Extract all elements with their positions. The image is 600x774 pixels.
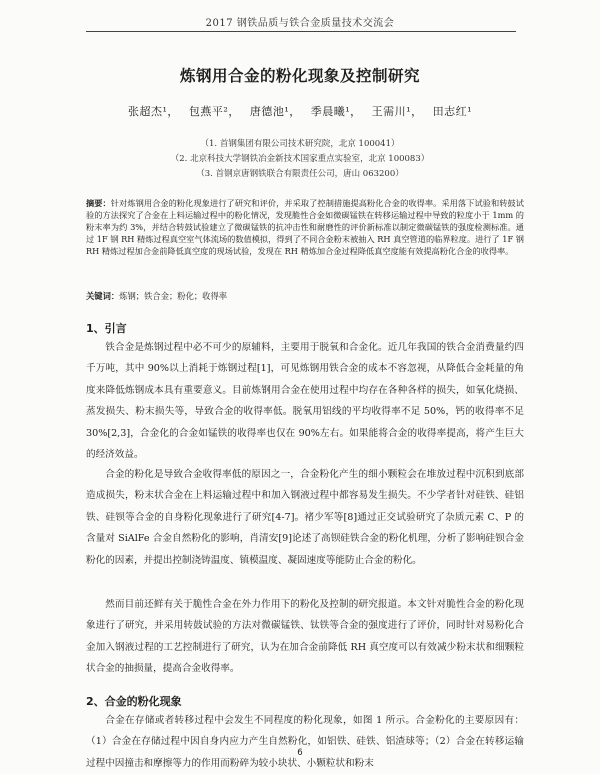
author-name: 唐德池¹， bbox=[249, 105, 301, 118]
section-heading-intro: 1、引言 bbox=[86, 322, 127, 335]
intro-paragraph-2: 合金的粉化是导致合金收得率低的原因之一，合金粉化产生的细小颗粒会在堆放过程中沉积到底部造成损失，粉末状合金在上料运输过程中和加入钢液过程中都容易发生损失。不少学者针对硅铁、硅铝铁、硅钡等合金的自身粉化现象进行了研究[4-7]。褚少军等[8]通过正交试验研究了杂质元素 C、P 的含量对 SiAlFe 合金自然粉化的影响，肖清安[9]论述了高钡硅铁合金的粉化机理，分析了影响硅钡合金粉化的因素，并提出控制浇铸温度、镇模温度、凝固速度等能防止合金的粉化。 bbox=[86, 469, 524, 566]
abstract bbox=[86, 197, 524, 257]
running-head: 2017 钢铁品质与铁合金质量技术交流会 bbox=[205, 18, 395, 29]
affiliation: （2. 北京科技大学钢铁冶金新技术国家重点实验室，北京 100083） bbox=[170, 154, 430, 164]
keywords bbox=[86, 290, 227, 302]
header-rule bbox=[86, 31, 516, 32]
page-number: 6 bbox=[297, 748, 303, 758]
keywords-text: 炼钢；铁合金；粉化；收得率 bbox=[119, 291, 228, 301]
author-name: 包燕平²， bbox=[188, 105, 240, 118]
abstract-text: 针对炼钢用合金的粉化现象进行了研究和评价，并采取了控制措施提高粉化合金的收得率。采用落下试验和转鼓试验的方法探究了合金在上料运输过程中的粉化情况，发现脆性合金如微碳锰铁在转移运输过程中导致的粒度小于 1mm 的粉末率为约 3%，并结合转鼓试验建立了微碳锰铁的抗冲击性和耐磨性的评价新标准以制定微碳锰铁的强度检测标准。通过 1F 钢 RH 精炼过程真空室气体流场的数值模拟，得到了不同合金粉末被抽入 RH 真空管道的临界粒度。进行了 1F 钢 RH 精炼过程加合金前降低真空度的现场试验，发现在 RH 精炼加合金过程降低真空度能有效提高粉化合金的收得率。 bbox=[86, 198, 524, 257]
abstract-label: 摘要： bbox=[86, 198, 111, 208]
author-name: 季晨曦¹， bbox=[310, 105, 362, 118]
affiliation: （1. 首钢集团有限公司技术研究院，北京 100041） bbox=[200, 139, 400, 149]
keywords-label: 关键词： bbox=[86, 291, 120, 301]
intro-paragraph-3: 然而目前还鲜有关于脆性合金在外力作用下的粉化及控制的研究报道。本文针对脆性合金的粉化现象进行了研究，并采用转鼓试验的方法对微碳锰铁、钛铁等合金的强度进行了评价，同时针对易粉化合金加入钢液过程的工艺控制进行了研究，认为在加合金前降低 RH 真空度可以有效减少粉末状和细颗粒状合金的抽损量，提高合金收得率。 bbox=[86, 599, 524, 675]
author-name: 王需川¹， bbox=[371, 105, 423, 118]
author-list bbox=[0, 103, 600, 119]
author-name: 田志红¹ bbox=[432, 105, 473, 118]
affiliation: （3. 首钢京唐钢铁联合有限责任公司，唐山 063200） bbox=[196, 169, 404, 179]
powdering-paragraph-1: 合金在存储或者转移过程中会发生不同程度的粉化现象，如图 1 所示。合金粉化的主要原因有：（1）合金在存储过程中因自身内应力产生自然粉化，如铝铁、硅铁、铝渣球等；（2）合金在转移运输过程中因撞击和摩擦等力的作用而粉碎为较小块状、小颗粒状和粉末 bbox=[86, 715, 524, 769]
paper-title: 炼钢用合金的粉化现象及控制研究 bbox=[179, 67, 420, 85]
author-name: 张超杰¹， bbox=[127, 105, 179, 118]
section-heading-powdering: 2、合金的粉化现象 bbox=[86, 695, 182, 708]
intro-paragraph-1: 铁合金是炼钢过程中必不可少的原辅料，主要用于脱氧和合金化。近几年我国的铁合金消费量约四千万吨，其中 90%以上消耗于炼钢过程[1]，可见炼钢用铁合金的成本不容忽视，从降低合金耗量的角度来降低炼钢成本具有重要意义。目前炼钢用合金在使用过程中均存在各种各样的损失，如氧化烧损、蒸发损失、粉末损失等，导致合金的收得率低。脱氧用铝线的平均收得率不足 50%，钙的收得率不足 30%[2,3]，合金化的合金如锰铁的收得率也仅在 90%左右。如果能将合金的收得率提高，将产生巨大的经济效益。 bbox=[86, 342, 524, 461]
